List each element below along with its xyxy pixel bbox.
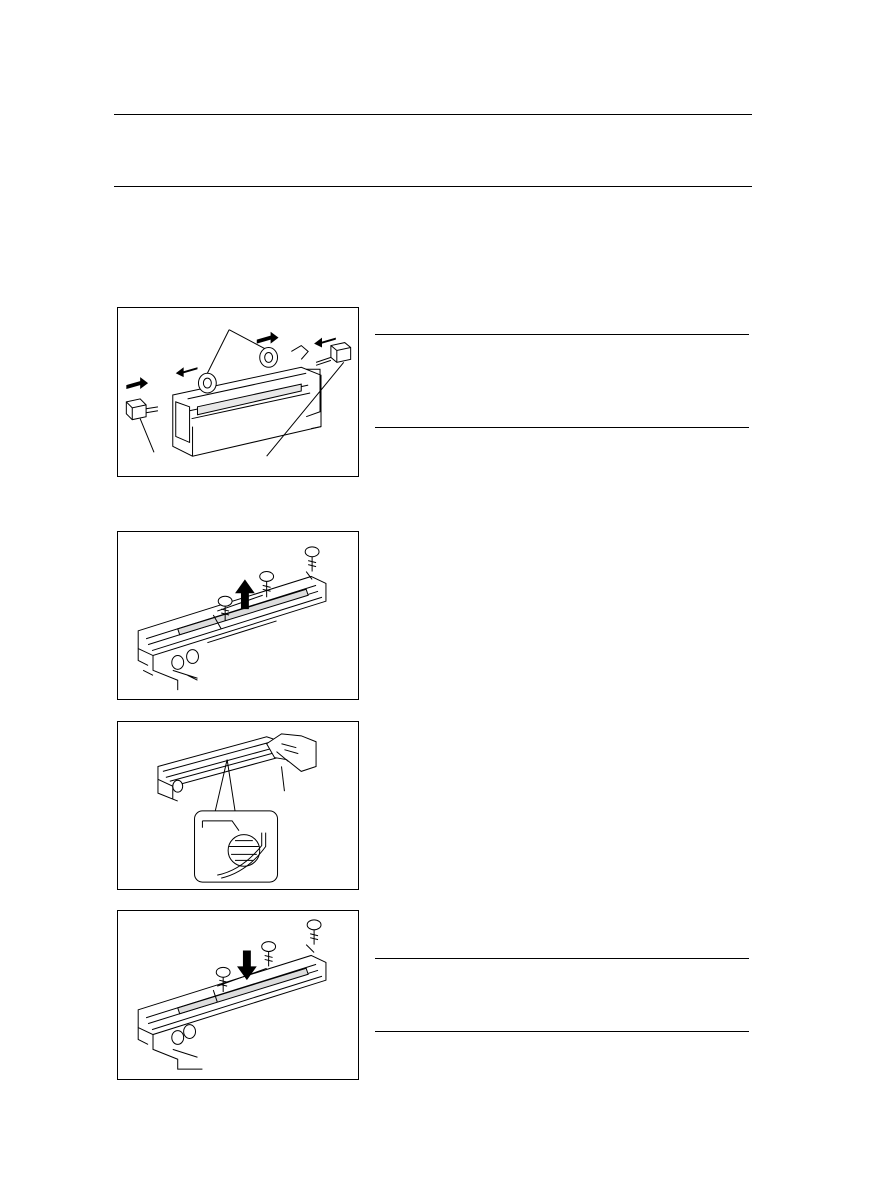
- note-1-top-rule: [375, 334, 749, 335]
- note-2-bottom-rule: [375, 1031, 749, 1032]
- figure-slide-detail: [117, 721, 359, 890]
- header-top-rule: [114, 114, 752, 115]
- figure-roller-removal: [117, 307, 359, 477]
- figure-bar-reinstall: [117, 910, 359, 1080]
- note-2-top-rule: [375, 958, 749, 959]
- header-bottom-rule: [114, 186, 752, 187]
- note-1-bottom-rule: [375, 427, 749, 428]
- figure-bar-removal: [117, 531, 359, 700]
